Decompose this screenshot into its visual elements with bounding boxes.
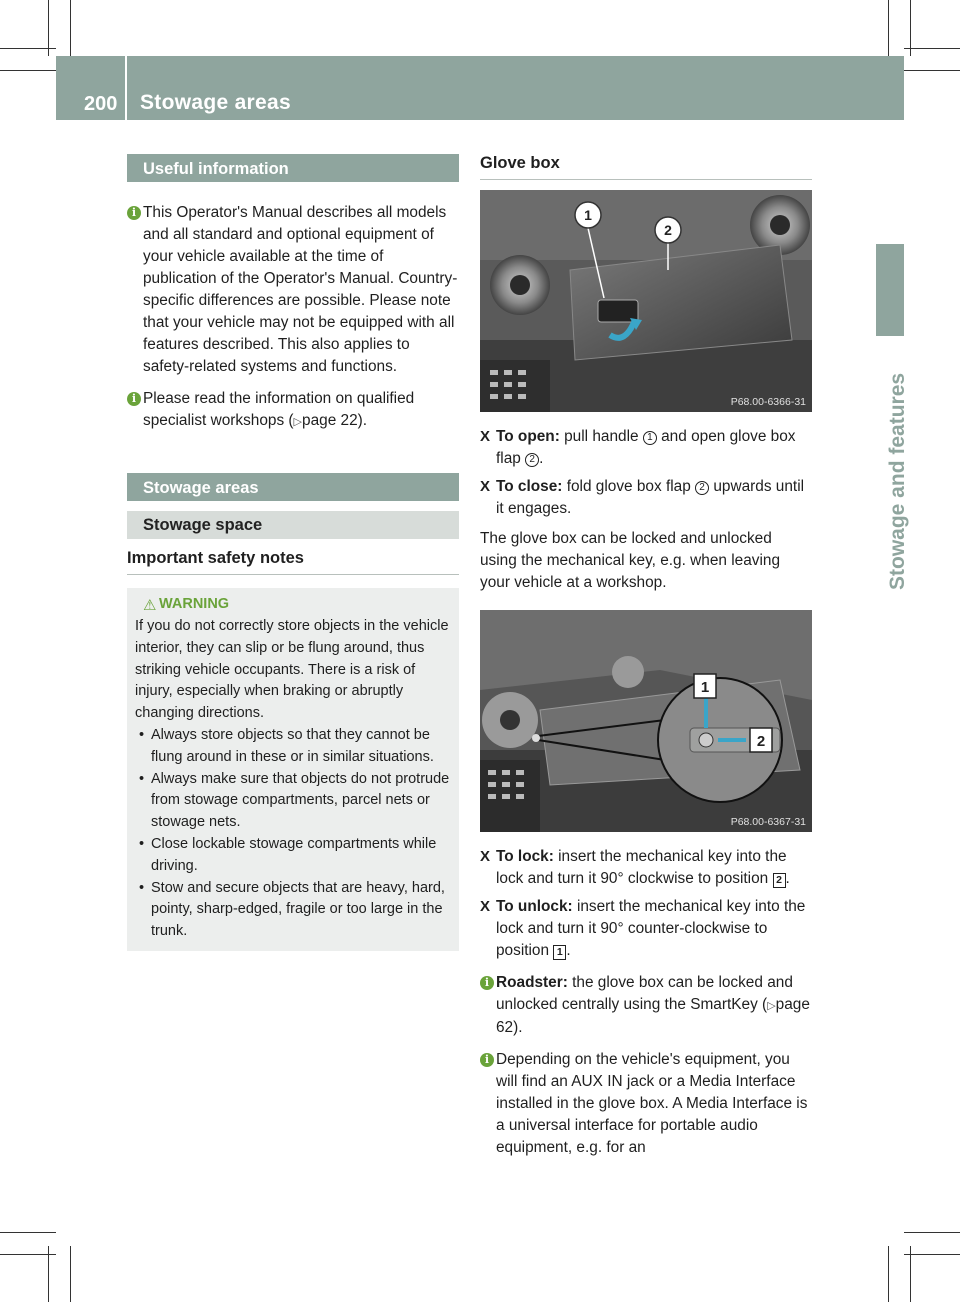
info-note	[480, 972, 812, 1039]
crop-mark	[70, 1246, 71, 1302]
info-text: the glove box can be locked and unlocked centrally using the SmartKey (	[496, 974, 793, 1013]
page-number: 200	[84, 93, 118, 115]
glove-box-lock-illustration	[480, 610, 812, 832]
callout-2: 2	[756, 733, 766, 750]
step-label: To unlock:	[496, 898, 573, 915]
crop-mark	[904, 1232, 960, 1233]
safety-notes-heading: Important safety notes	[127, 549, 459, 575]
page-ref-arrow-icon: ▷	[767, 1000, 776, 1012]
crop-mark	[0, 70, 56, 71]
page-ref-link[interactable]: page 22).	[302, 412, 368, 429]
crop-mark	[70, 0, 71, 56]
info-text: Depending on the vehicle's equipment, you will find an AUX IN jack or a Media Interface installed in the glove box. A Media Interface is a universal interface for portable audio equipment, e.g. for an	[496, 1051, 808, 1156]
info-note	[480, 1049, 812, 1159]
info-note	[127, 202, 459, 378]
info-text: This Operator's Manual describes all models and all standard and optional equipment of your vehicle available at the time of publication of the Operator's Manual. Country-specific differences are possible. Please note that your vehicle may not be equipped with all features described. This also applies to safety-related systems and functions.	[143, 204, 458, 375]
crop-mark	[888, 1246, 889, 1302]
position-ref: 2	[773, 873, 786, 888]
crop-mark	[0, 1254, 56, 1255]
step-arrow-icon: X	[480, 478, 491, 495]
step-text: insert the mechanical key into the lock and turn it 90° counter-clockwise to position	[496, 898, 806, 959]
stowage-space-heading: Stowage space	[127, 511, 459, 539]
right-column	[480, 154, 812, 1159]
step-arrow-icon: X	[480, 898, 491, 915]
step-text: .	[539, 450, 544, 467]
step-arrow-icon: X	[480, 428, 491, 445]
step-text: .	[566, 942, 571, 959]
step-unlock	[480, 896, 812, 962]
step-text: .	[785, 870, 790, 887]
warning-bullet: • Stow and secure objects that are heavy, hard, pointy, sharp-edged, fragile or too large in the trunk.	[135, 878, 451, 943]
info-text: Please read the information on qualified specialist workshops (	[143, 390, 415, 429]
step-label: To lock:	[496, 848, 554, 865]
crop-mark	[888, 0, 889, 56]
position-ref: 1	[553, 945, 566, 960]
callout-2: 2	[664, 222, 672, 238]
crop-mark	[0, 48, 56, 49]
figure-code: P68.00-6366-31	[730, 396, 806, 408]
warning-triangle-icon: ⚠	[143, 596, 157, 614]
step-open	[480, 426, 812, 470]
figure-code: P68.00-6367-31	[730, 816, 806, 828]
info-icon: i	[127, 206, 141, 220]
callout-1: 1	[584, 207, 592, 223]
callout-ref: 1	[643, 431, 657, 445]
side-tab	[876, 244, 904, 336]
stowage-areas-heading: Stowage areas	[127, 473, 459, 501]
step-text: fold glove box flap	[566, 478, 691, 495]
info-icon: i	[127, 392, 141, 406]
info-icon: i	[480, 976, 494, 990]
crop-mark	[904, 48, 960, 49]
callout-ref: 2	[695, 481, 709, 495]
glove-box-heading: Glove box	[480, 154, 812, 180]
page-ref-arrow-icon: ▷	[293, 416, 303, 428]
warning-title	[143, 596, 451, 612]
step-text: pull handle	[564, 428, 639, 445]
warning-text: If you do not correctly store objects in the vehicle interior, they can slip or be flung around, thus striking vehicle occupants. There is a risk of injury, especially when braking or abruptly changing directions.	[135, 618, 449, 722]
step-label: To open:	[496, 428, 560, 445]
glove-box-lock-figure	[480, 610, 812, 832]
lock-paragraph: The glove box can be locked and unlocked using the mechanical key, e.g. when leaving your vehicle at a workshop.	[480, 530, 781, 591]
useful-info-heading: Useful information	[127, 154, 459, 182]
warning-bullets	[135, 725, 451, 943]
info-icon: i	[480, 1053, 494, 1067]
side-tab-band	[876, 120, 904, 244]
glove-box-illustration	[480, 190, 812, 412]
warning-bullet: • Always store objects so that they cannot be flung around in these or in similar situations.	[135, 725, 451, 769]
crop-mark	[904, 70, 960, 71]
page-ref-link[interactable]: page 62).	[496, 996, 810, 1036]
warning-bullet: • Close lockable stowage compartments while driving.	[135, 834, 451, 878]
step-text: upwards until it engages.	[496, 478, 805, 517]
step-arrow-icon: X	[480, 848, 491, 865]
side-tab-label: Stowage and features	[886, 372, 909, 590]
step-text: and open glove box flap	[496, 428, 796, 467]
callout-1: 1	[700, 679, 710, 696]
step-label: To close:	[496, 478, 563, 495]
step-lock	[480, 846, 812, 890]
info-note	[127, 388, 459, 433]
step-text: insert the mechanical key into the lock and turn it 90° clockwise to position	[496, 848, 787, 887]
crop-mark	[904, 1254, 960, 1255]
left-column	[127, 154, 459, 951]
callout-ref: 2	[525, 453, 539, 467]
info-label: Roadster:	[496, 974, 568, 991]
header-divider	[125, 56, 127, 120]
warning-box	[127, 588, 459, 951]
step-close	[480, 476, 812, 520]
glove-box-figure	[480, 190, 812, 412]
section-title: Stowage areas	[140, 91, 291, 114]
crop-mark	[0, 1232, 56, 1233]
warning-bullet: • Always make sure that objects do not protrude from stowage compartments, parcel nets or stowage nets.	[135, 769, 451, 834]
warning-title-text: WARNING	[159, 596, 230, 612]
